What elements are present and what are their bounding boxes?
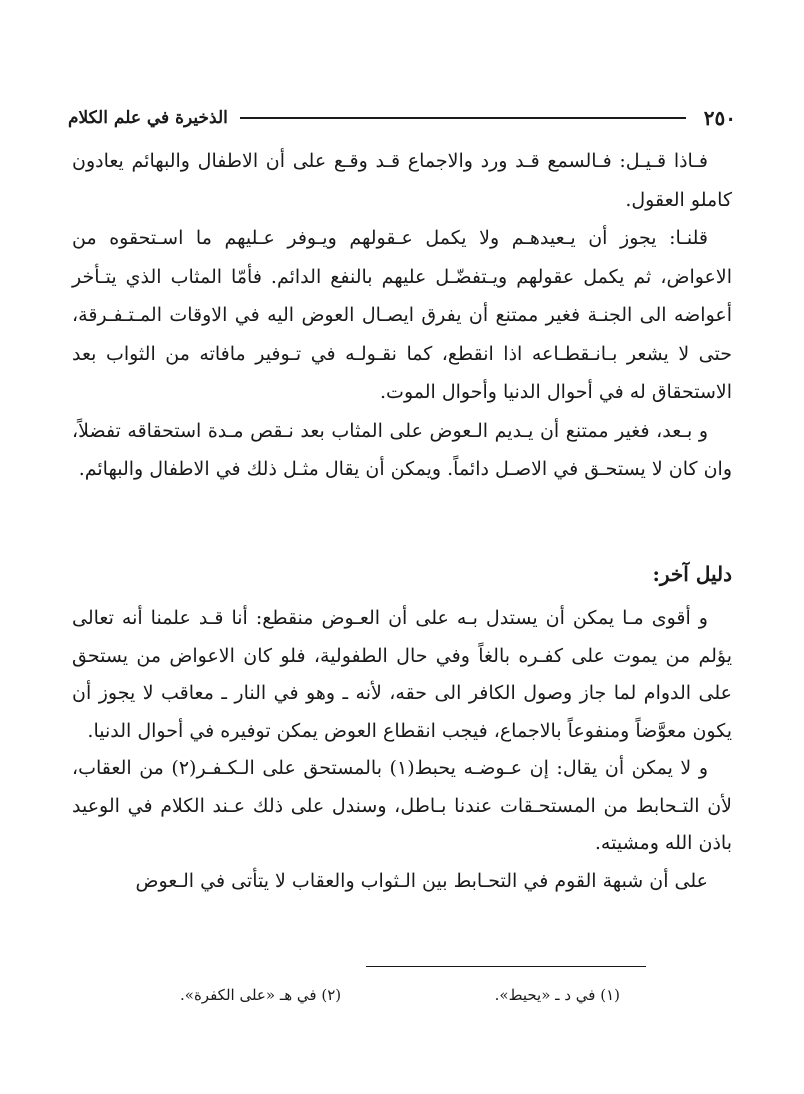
page-header bbox=[68, 100, 736, 136]
paragraph: و أقوى مـا يمكن أن يستدل بـه على أن العـوض منقطع: أنا قـد علمنا أنه تعالى يؤلم من يموت على كفـره بالغاً وفي حال الطفولية، فلو كان الاعواض من يستحق على الدوام لما جاز وصول الكافر الى حقه، لأنه ـ وهو في النار ـ معاقب لا يجوز أن يكون معوَّضاً ومنفوعاً بالاجماع، فيجب انقطاع العوض يمكن توفيره في أحوال الدنيا. bbox=[72, 607, 732, 742]
paragraph: على أن شبهة القوم في التحـابط بين الـثواب والعقاب لا يتأتى في الـعوض bbox=[135, 869, 708, 892]
paragraph: و لا يمكن أن يقال: إن عـوضـه يحبط(١) بالمستحق على الـكـفـر(٢) من العقاب، لأن التـحابط من المستحـقات عندنا بـاطل، وسندل على ذلك عـند الكلام في الوعيد باذن الله ومشيته. bbox=[72, 757, 732, 854]
page-number: ٢٥٠ bbox=[703, 106, 736, 130]
section-heading: دليل آخر: bbox=[652, 562, 732, 586]
section-text-block bbox=[72, 600, 732, 900]
footnote-1: (١) في د ـ «يحيط». bbox=[494, 986, 620, 1004]
paragraph: فـاذا قـيـل: فـالسمع قـد ورد والاجماع قـد وقـع على أن الاطفال والبهائم يعادون كاملو العقول. bbox=[72, 150, 732, 211]
header-rule bbox=[240, 117, 686, 119]
footnote-2: (٢) في هـ «على الكفرة». bbox=[180, 986, 342, 1004]
main-text-block bbox=[72, 142, 732, 489]
footnote-divider bbox=[366, 966, 646, 967]
paragraph: قلنـا: يجوز أن يـعيدهـم ولا يكمل عـقولهم ويـوفر عـليهم ما اسـتحقوه من الاعواض، ثم يكمل عقولهم ويـتفضّـل عليهم بالنفع الدائم. فأمّا المثاب الذي يتـأخر أعواضه الى الجنـة فغير ممتنع أن يفرق ايصـال العوض اليه في الاوقات المـتـفـرقة، حتى لا يشعر بـانـقطـاعه اذا انقطع، كما نقـولـه في تـوفير مافاته من الثواب بعد الاستحقاق له في أحوال الدنيا وأحوال الموت. bbox=[72, 227, 732, 403]
paragraph: و بـعد، فغير ممتنع أن يـديم الـعوض على المثاب بعد نـقص مـدة استحقاقه تفضلاً، وان كان لا يستحـق في الاصـل دائماً. ويمكن أن يقال مثـل ذلك في الاطفال والبهائم. bbox=[72, 419, 732, 480]
footnotes bbox=[180, 986, 620, 1004]
running-title: الذخيرة في علم الكلام bbox=[68, 108, 228, 128]
